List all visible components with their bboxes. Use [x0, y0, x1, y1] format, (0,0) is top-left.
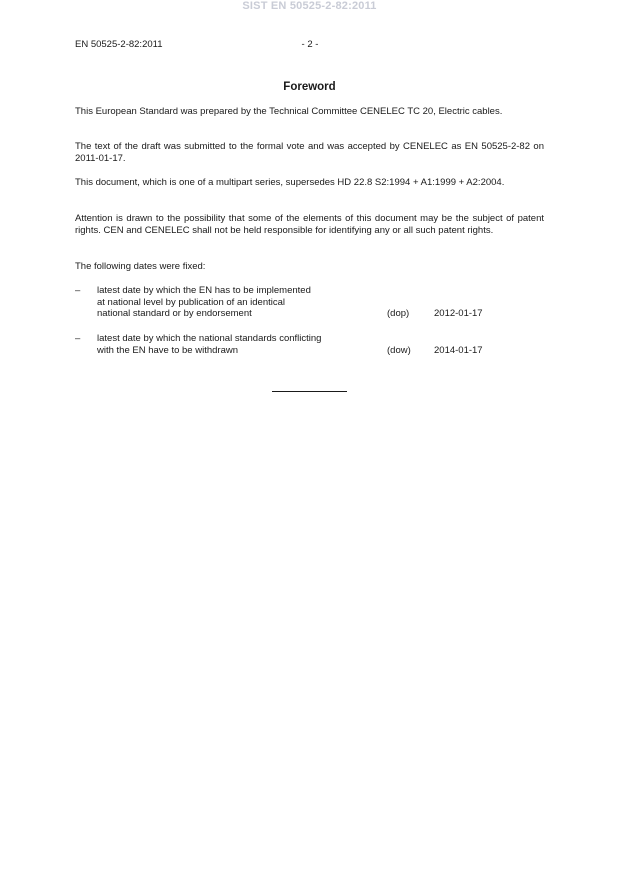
date-value-dop: 2012-01-17 — [434, 308, 483, 319]
date-value-dow: 2014-01-17 — [434, 344, 483, 356]
date-item-line: with the EN have to be withdrawn — [97, 344, 238, 356]
date-item-line: at national level by publication of an identical — [97, 296, 286, 308]
page-title: Foreword — [283, 81, 336, 93]
dash-bullet: – — [75, 333, 81, 344]
paragraph-formal-vote: The text of the draft was submitted to the formal vote and was accepted by CENELEC as EN 50525-2-82 on 2011-01-17. — [75, 141, 544, 164]
date-item-line: national standard or by endorsement — [97, 308, 252, 319]
page-number: - 2 - — [301, 39, 319, 50]
end-rule — [272, 391, 347, 392]
date-abbr-dop: (dop) — [387, 308, 410, 319]
paragraph-patent-rights: Attention is drawn to the possibility that some of the elements of this document may be the subject of patent rights. CEN and CENELEC shall not be held responsible for identifying any or all such patent rights. — [75, 213, 544, 236]
paragraph-prepared-by: This European Standard was prepared by the Technical Committee CENELEC TC 20, Electric cables. — [75, 106, 503, 117]
date-item-line: latest date by which the EN has to be implemented — [97, 285, 311, 296]
watermark: SIST EN 50525-2-82:2011 — [242, 0, 377, 12]
date-abbr-dow: (dow) — [387, 344, 411, 356]
date-item-dop — [75, 285, 544, 321]
date-item-text — [97, 285, 387, 320]
paragraph-supersedes: This document, which is one of a multipart series, supersedes HD 22.8 S2:1994 + A1:1999 + A2:2004. — [75, 177, 505, 188]
paragraph-dates-intro: The following dates were fixed: — [75, 261, 206, 272]
date-item-line: latest date by which the national standards conflicting — [97, 333, 322, 344]
header-doc-id: EN 50525-2-82:2011 — [75, 39, 163, 50]
dash-bullet: – — [75, 285, 81, 296]
date-item-text — [97, 333, 387, 356]
date-item-dow — [75, 333, 544, 357]
